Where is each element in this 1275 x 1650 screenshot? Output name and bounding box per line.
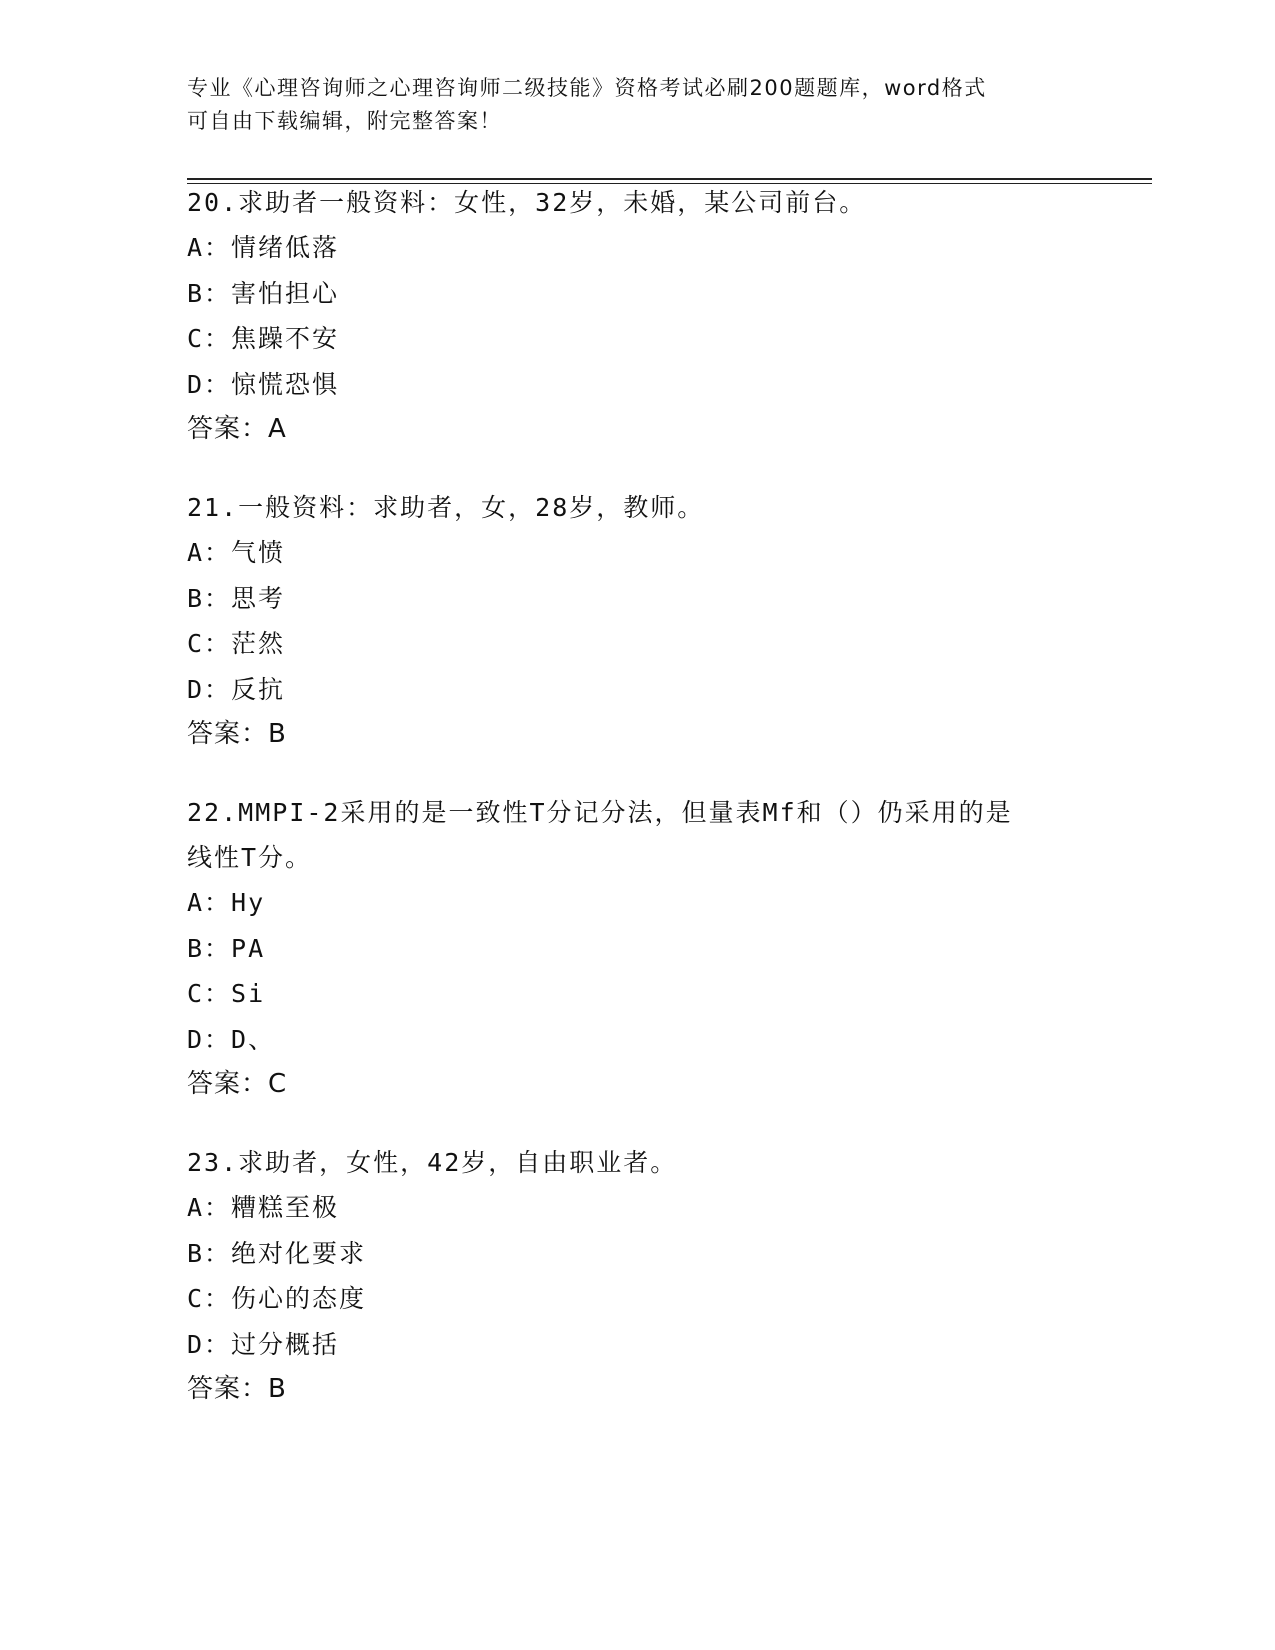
option-d: D：惊慌恐惧	[187, 369, 340, 399]
answer: 答案：A	[187, 414, 287, 444]
option-b: B：PA	[187, 933, 266, 963]
option-d: D：过分概括	[187, 1329, 340, 1359]
question-stem: 22.MMPI-2采用的是一致性T分记分法，但量表Mf和（）仍采用的是线性T分。	[187, 798, 1013, 872]
option-c: C：茫然	[187, 629, 286, 658]
answer: 答案：B	[187, 719, 287, 749]
question-stem: 23.求助者，女性，42岁，自由职业者。	[187, 1148, 678, 1177]
question-21	[187, 485, 1067, 757]
question-stem: 20.求助者一般资料：女性，32岁，未婚，某公司前台。	[187, 188, 867, 217]
option-b: B：绝对化要求	[187, 1238, 367, 1268]
option-c: C：焦躁不安	[187, 324, 340, 353]
question-23	[187, 1140, 1067, 1412]
question-stem: 21.一般资料：求助者，女，28岁，教师。	[187, 493, 705, 522]
option-b: B：思考	[187, 583, 286, 613]
option-c: C：伤心的态度	[187, 1284, 367, 1313]
option-c: C：Si	[187, 979, 266, 1008]
answer: 答案：B	[187, 1374, 287, 1404]
option-a: A：糟糕至极	[187, 1193, 340, 1222]
question-20	[187, 180, 1067, 452]
option-a: A：气愤	[187, 538, 286, 567]
option-d: D：D、	[187, 1024, 276, 1054]
header-line-2: 可自由下载编辑，附完整答案！	[187, 109, 502, 133]
document-header	[187, 72, 1067, 138]
header-line-1: 专业《心理咨询师之心理咨询师二级技能》资格考试必刷200题题库，word格式	[187, 76, 987, 100]
option-a: A：Hy	[187, 888, 266, 917]
option-d: D：反抗	[187, 674, 286, 704]
option-a: A：情绪低落	[187, 233, 340, 262]
question-22	[187, 790, 1037, 1107]
option-b: B：害怕担心	[187, 278, 340, 308]
answer: 答案：C	[187, 1069, 288, 1099]
